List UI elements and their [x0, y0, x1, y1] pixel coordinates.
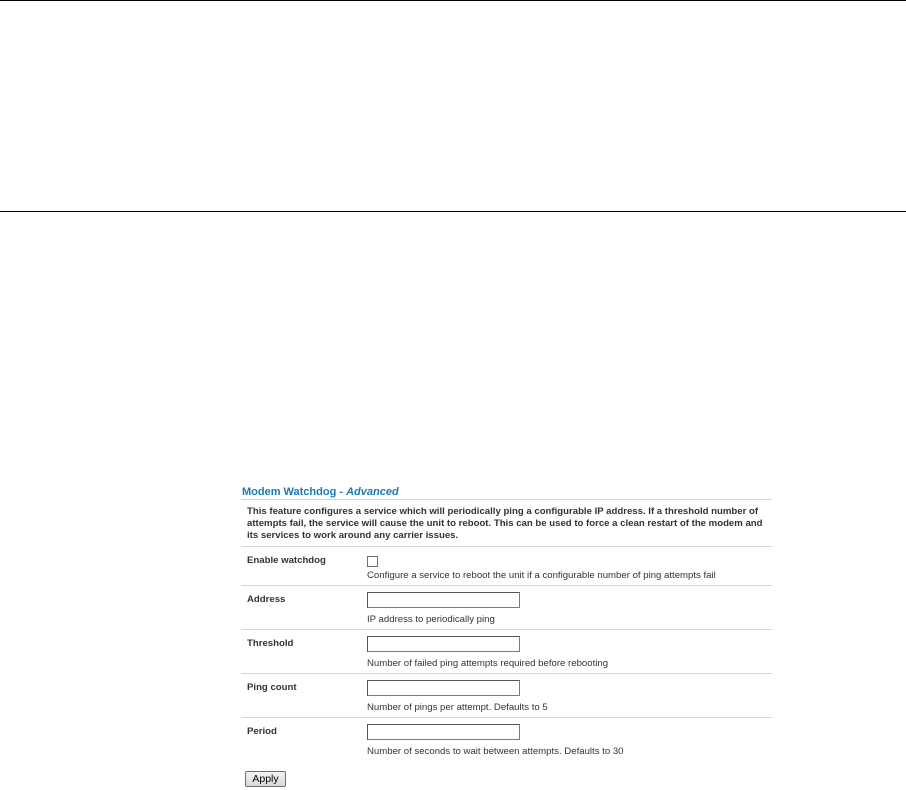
threshold-hint: Number of failed ping attempts required before rebooting: [367, 658, 609, 669]
panel-title-mode: Advanced: [346, 486, 399, 498]
threshold-input[interactable]: [367, 636, 520, 652]
address-row: [241, 586, 772, 630]
ping-count-field: [367, 680, 520, 696]
period-label: Period: [247, 726, 277, 737]
threshold-label: Threshold: [247, 638, 294, 649]
period-hint: Number of seconds to wait between attempts. Defaults to 30: [367, 746, 624, 757]
apply-button[interactable]: Apply: [245, 771, 286, 787]
ping-count-input[interactable]: [367, 680, 520, 696]
panel-title: [241, 485, 772, 500]
panel-title-separator: -: [336, 486, 347, 498]
address-field: [367, 592, 520, 608]
ping-count-row: [241, 674, 772, 718]
top-divider: [0, 0, 906, 1]
period-input[interactable]: [367, 724, 520, 740]
section-divider: [0, 211, 906, 212]
threshold-row: [241, 630, 772, 674]
threshold-field: [367, 636, 520, 652]
period-row: [241, 718, 772, 761]
address-label: Address: [247, 594, 286, 605]
address-input[interactable]: [367, 592, 520, 608]
ping-count-label: Ping count: [247, 682, 297, 693]
feature-description: This feature configures a service which will periodically ping a configurable IP address. If a threshold number of attempts fail, the service will cause the unit to reboot. This can be used to force a clean restart of the modem and its services to work around any carrier issues.: [241, 500, 772, 547]
enable-watchdog-checkbox[interactable]: [367, 556, 378, 567]
enable-watchdog-field: [367, 553, 378, 570]
watchdog-panel: [241, 485, 772, 761]
panel-title-main: Modem Watchdog: [242, 486, 337, 498]
enable-watchdog-label: Enable watchdog: [247, 555, 326, 566]
enable-watchdog-hint: Configure a service to reboot the unit if a configurable number of ping attempts fail: [367, 570, 716, 581]
enable-watchdog-row: [241, 547, 772, 586]
ping-count-hint: Number of pings per attempt. Defaults to 5: [367, 702, 548, 713]
period-field: [367, 724, 520, 740]
address-hint: IP address to periodically ping: [367, 614, 495, 625]
